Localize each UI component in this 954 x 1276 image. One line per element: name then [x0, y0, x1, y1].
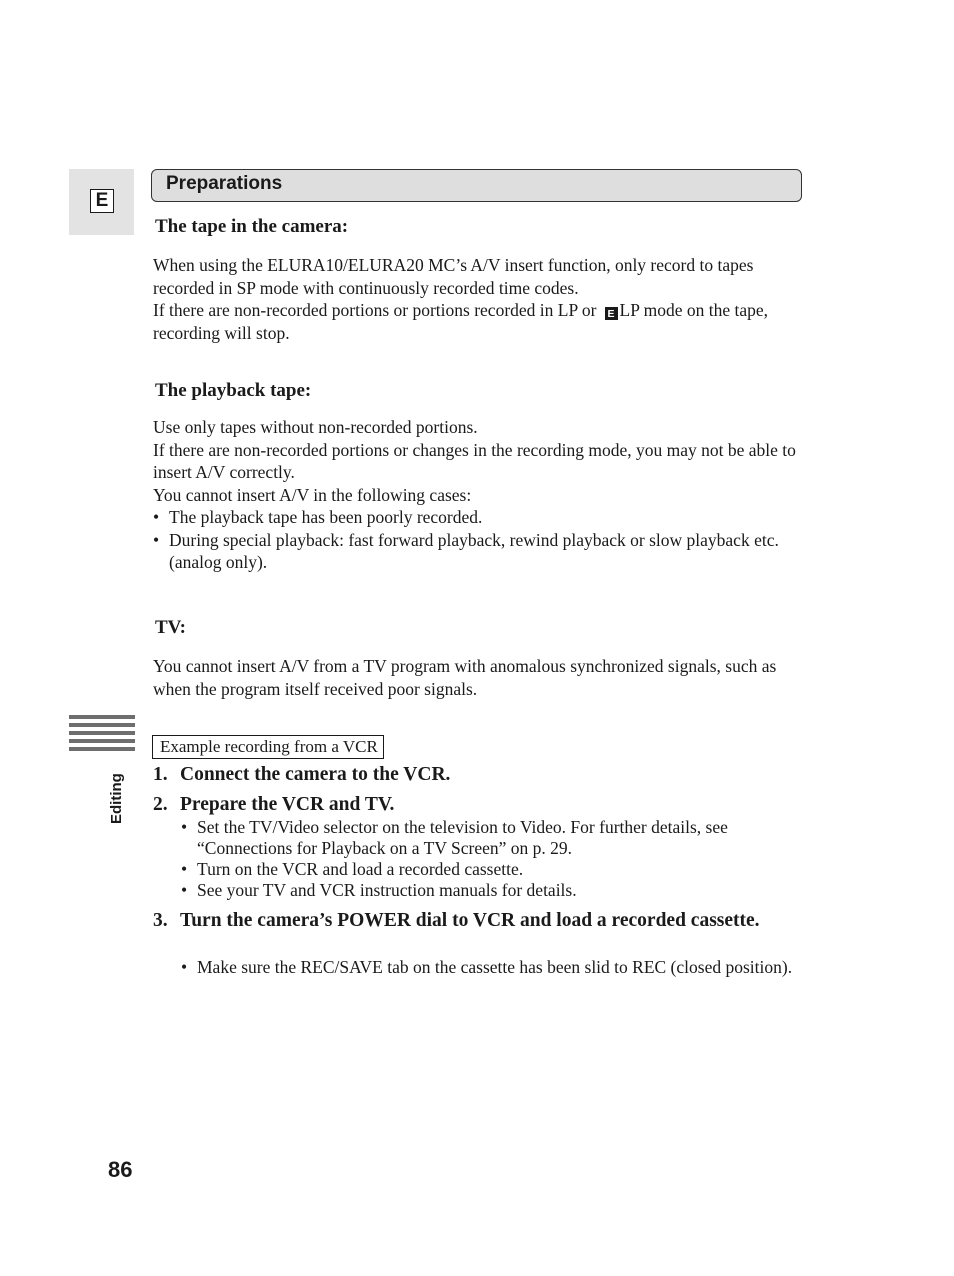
playback-tape-line2: If there are non-recorded portions or changes in the recording mode, you may not be able to insert A/V correctly. — [153, 439, 796, 482]
step-3-bullets — [181, 957, 803, 978]
camera-tape-line2-start: If there are non-recorded portions or portions recorded in LP or — [153, 300, 597, 320]
playback-tape-bullets — [153, 506, 803, 574]
step-number: 3. — [153, 910, 168, 931]
playback-tape-text — [153, 416, 803, 574]
playback-tape-line1: Use only tapes without non-recorded portions. — [153, 417, 478, 437]
list-item: • During special playback: fast forward playback, rewind playback or slow playback etc. (analog only). — [153, 529, 803, 574]
side-stripe — [69, 715, 135, 719]
section-header — [151, 169, 802, 202]
step-3 — [153, 909, 803, 933]
camera-tape-text — [153, 254, 803, 344]
camera-tape-line2 — [153, 299, 803, 344]
step-2 — [153, 793, 803, 817]
side-stripe — [69, 747, 135, 751]
section-title: Preparations — [166, 173, 283, 194]
step-1 — [153, 763, 803, 787]
side-section-label: Editing — [108, 773, 125, 824]
step-2-bullets — [181, 817, 803, 901]
playback-tape-heading: The playback tape: — [155, 380, 312, 401]
step-title: Prepare the VCR and TV. — [180, 794, 395, 815]
step-title: Connect the camera to the VCR. — [180, 764, 451, 785]
list-item: • The playback tape has been poorly recorded. — [153, 506, 803, 529]
page-number: 86 — [108, 1157, 133, 1182]
camera-tape-line2-end: LP mode on the tape, recording will stop. — [153, 300, 769, 343]
step-title: Turn the camera’s POWER dial to VCR and load a recorded cassette. — [180, 910, 760, 931]
side-stripe — [69, 723, 135, 727]
playback-tape-line3: You cannot insert A/V in the following cases: — [153, 484, 472, 505]
side-stripe — [69, 731, 135, 735]
list-item: • Turn on the VCR and load a recorded cassette. — [181, 859, 803, 880]
ep-mode-icon: E — [605, 307, 618, 320]
list-item: • Make sure the REC/SAVE tab on the cassette has been slid to REC (closed position). — [181, 957, 803, 978]
step-number: 2. — [153, 794, 168, 815]
side-stripe — [69, 739, 135, 743]
language-letter: E — [90, 189, 114, 213]
tv-text: You cannot insert A/V from a TV program with anomalous synchronized signals, such as when the program itself received poor signals. — [153, 656, 777, 699]
step-number: 1. — [153, 764, 168, 785]
camera-tape-line1: When using the ELURA10/ELURA20 MC’s A/V insert function, only record to tapes recorded in SP mode with continuously recorded time codes. — [153, 255, 754, 298]
tv-heading: TV: — [155, 617, 186, 638]
camera-tape-heading: The tape in the camera: — [155, 216, 349, 237]
list-item: • See your TV and VCR instruction manuals for details. — [181, 880, 803, 901]
language-tab — [69, 169, 134, 235]
example-label: Example recording from a VCR — [152, 735, 384, 759]
list-item: • Set the TV/Video selector on the television to Video. For further details, see “Connections for Playback on a TV Screen” on p. 29. — [181, 817, 803, 859]
